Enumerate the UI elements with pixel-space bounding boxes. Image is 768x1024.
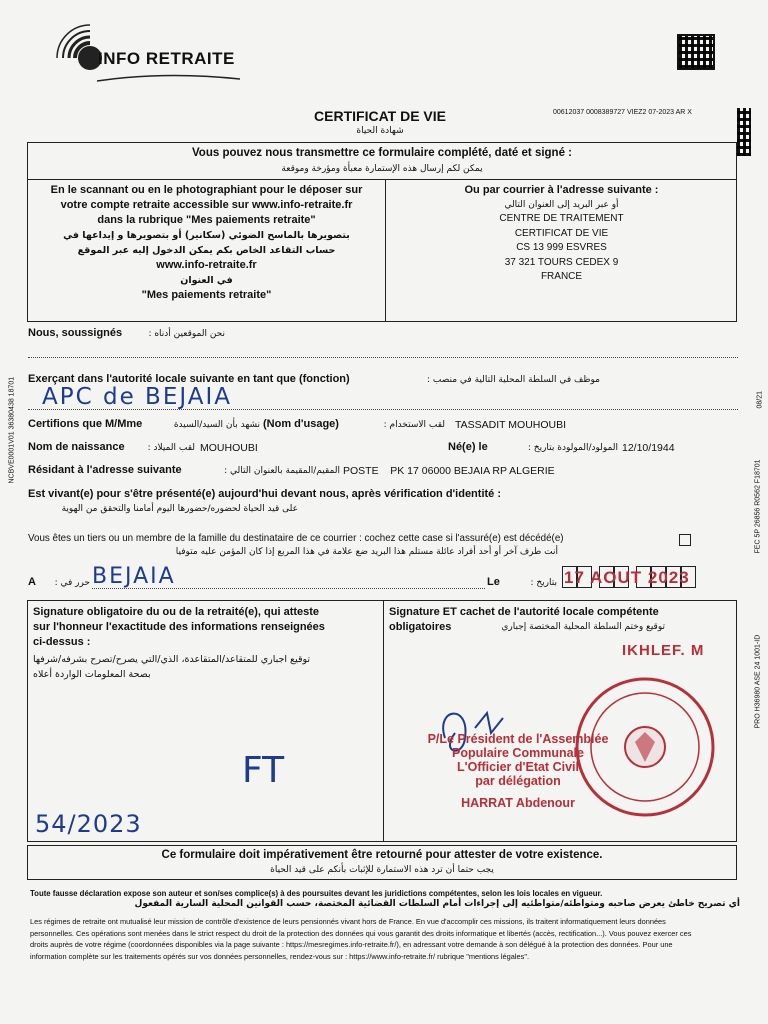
sig-left-line: Signature obligatoire du ou de la retraité(e), qui atteste <box>33 606 320 618</box>
le-label-ar: بتاريخ : <box>530 578 557 588</box>
page-title-ar: شهادة الحياة <box>356 126 404 136</box>
sig-left-line-ar: بصحة المعلومات الواردة أعلاه <box>33 669 151 680</box>
fonction-line <box>28 409 738 410</box>
return-text: Ce formulaire doit impérativement être retourné pour attester de votre existence. <box>161 849 603 861</box>
tiers-label-ar: أنت طرف آخر أو أحد أفراد عائلة مستلم هذا البريد ضع علامة في هذا المربع إذا كان المؤمن عليه متوفيا <box>175 547 558 557</box>
address-line: CERTIFICAT DE VIE <box>514 227 609 239</box>
soussignes-label: Nous, soussignés <box>28 327 123 339</box>
qr-code-side-icon <box>737 108 751 156</box>
intro-text-ar: يمكن لكم إرسال هذه الإستمارة معبأة ومؤرخة وموقعة <box>281 164 483 174</box>
a-handwritten: BEJAIA <box>92 564 176 589</box>
left-col-rubrique: "Mes paiements retraite" <box>141 289 272 301</box>
ne-value: 12/10/1944 <box>622 442 675 454</box>
logo-text: INFO RETRAITE <box>98 49 235 68</box>
stamp-name: IKHLEF. M <box>622 642 705 659</box>
return-text-ar: يجب حتما أن ترد هذه الاستمارة للإثبات بأنكم على قيد الحياة <box>270 865 494 875</box>
stamp-line: par délégation <box>475 774 561 788</box>
divider <box>383 600 384 842</box>
stamp-line: P/Le Président de l'Assemblée <box>427 732 609 746</box>
privacy-line: personnelles. Ces opérations sont menées dans le strict respect du droit de la protection des données qui vous garantit des droits informatique et libertés (accès, rectification...). Vous pouvez exercer ces <box>30 928 692 938</box>
address-line: 37 321 TOURS CEDEX 9 <box>504 256 619 268</box>
privacy-line: Les régimes de retraite ont mutualisé leur mission de contrôle d'existence de leurs pensionnés vivant hors de France. En vue d'accomplir ces missions, ils traitent informatiquement leurs données <box>30 917 666 926</box>
sig-left-line-ar: توقيع اجباري للمتقاعد/المتقاعدة، الذي/التي يصرح/تصرح بشرفه/شرفها <box>33 654 311 665</box>
left-col-line-ar: حساب التقاعد الخاص بكم يمكن الدخول إليه عبر الموقع <box>77 245 336 256</box>
qr-code-icon <box>677 34 715 70</box>
sig-right-line: Signature ET cachet de l'autorité locale compétente <box>389 606 659 618</box>
soussignes-label-ar: نحن الموقعين أدناه : <box>148 329 225 339</box>
sig-left-ar <box>33 652 378 682</box>
address-line: CENTRE DE TRAITEMENT <box>499 213 624 224</box>
right-col-title-ar: أو عبر البريد إلى العنوان التالي <box>504 199 619 210</box>
left-col <box>28 183 385 303</box>
certifions-label-ar: نشهد بأن السيد/السيدة <box>173 420 260 430</box>
intro-text: Vous pouvez nous transmettre ce formulaire complété, daté et signé : <box>191 147 573 159</box>
side-code-right-bottom: PRO H36980 ASE 24 1001-ID <box>754 634 762 729</box>
certifions-label: Certifions que M/Mme <box>28 418 143 430</box>
deceased-checkbox[interactable] <box>679 534 691 546</box>
sig-left-line: sur l'honneur l'exactitude des informations renseignées <box>33 621 325 633</box>
residant-label-ar: المقيم/المقيمة بالعنوان التالي : <box>224 466 340 476</box>
fonction-label: Exerçant dans l'autorité locale suivante en tant que (fonction) <box>28 373 350 385</box>
nom-usage-label: (Nom d'usage) <box>263 418 339 430</box>
logo-swoosh-icon <box>95 69 245 89</box>
legal-warning: Toute fausse déclaration expose son auteur et son/ses complice(s) à des poursuites devant les juridictions compétentes, selon les lois locales en vigueur. <box>30 889 603 898</box>
side-code-right-small: 08/21 <box>756 390 764 409</box>
naissance-label-ar: لقب الميلاد : <box>147 443 195 453</box>
le-label: Le <box>487 576 500 588</box>
fonction-label-ar: موظف في السلطة المحلية التالية في منصب : <box>426 375 600 385</box>
left-col-line: En le scannant ou en le photographiant pour le déposer sur <box>50 184 363 196</box>
a-label-ar: حرر في : <box>54 578 90 588</box>
left-col-line: dans la rubrique "Mes paiements retraite" <box>97 214 316 226</box>
ne-label: Né(e) le <box>448 441 488 453</box>
page-title: CERTIFICAT DE VIE <box>314 108 446 124</box>
side-code-left: NCBVE0001V01 36380438 18701 <box>8 376 16 484</box>
reference-code: 00612037 0008389727 VIEZ2 07-2023 AR X <box>553 109 692 116</box>
handwritten-number: 54/2023 <box>35 810 142 838</box>
address-line: FRANCE <box>540 271 583 282</box>
vivant-label-ar: على قيد الحياة لحضوره/حضورها اليوم أمامنا والتحقق من الهوية <box>61 504 298 514</box>
left-col-line-ar: بتصويرها بالماسح الضوئي (سكانير) أو بتصويرها و إيداعها في <box>63 230 350 241</box>
stamp-line: HARRAT Abdenour <box>461 796 575 810</box>
sig-left-title <box>33 605 383 650</box>
residant-label: Résidant à l'adresse suivante <box>28 464 182 476</box>
sig-left-line: ci-dessus : <box>33 636 91 648</box>
left-col-line: votre compte retraite accessible sur www.info-retraite.fr <box>60 199 353 211</box>
nom-usage-label-ar: لقب الاستخدام : <box>383 420 445 430</box>
a-label: A <box>28 576 36 588</box>
privacy-line: information complète sur les traitements opérés sur vos données personnelles, rendez-vous sur : https://www.info-retraite.fr/ rubrique "mentions légales". <box>30 951 530 961</box>
logo <box>55 14 255 94</box>
stamp-line: L'Officier d'Etat Civil <box>457 760 579 774</box>
right-col-title: Ou par courrier à l'adresse suivante : <box>464 184 659 196</box>
nom-usage-value: TASSADIT MOUHOUBI <box>455 419 567 431</box>
ne-label-ar: المولود/المولودة بتاريخ : <box>527 443 618 453</box>
soussignes-line <box>28 357 738 358</box>
stamp-text <box>418 732 618 810</box>
divider <box>27 179 737 180</box>
retiree-signature: FT <box>242 750 285 791</box>
right-col <box>386 183 737 285</box>
privacy-notice <box>30 916 742 962</box>
residant-value: POSTE PK 17 06000 BEJAIA RP ALGERIE <box>343 465 555 477</box>
date-stamp: 17 AOUT 2023 <box>564 568 690 587</box>
naissance-value: MOUHOUBI <box>200 442 258 454</box>
fonction-handwritten: APC de BEJAIA <box>42 384 232 410</box>
stamp-line: Populaire Communale <box>452 746 584 760</box>
vivant-label: Est vivant(e) pour s'être présenté(e) aujourd'hui devant nous, après vérification d'identité : <box>28 488 501 500</box>
side-code-right-top: FEC 5P 26856 R0562 F18701 <box>754 459 762 554</box>
left-col-url: www.info-retraite.fr <box>156 259 257 271</box>
legal-warning-ar: أي تصريح خاطئ يعرض صاحبه ومتواطئه/متواطئيه إلى إجراءات أمام السلطات القضائية المختصة، حسب القوانين المحلية السارية المفعول <box>134 899 740 909</box>
tiers-label: Vous êtes un tiers ou un membre de la famille du destinataire de ce courrier : cochez cette case si l'assuré(e) est décédé(e) <box>28 533 564 544</box>
naissance-label: Nom de naissance <box>28 441 125 453</box>
address-line: CS 13 999 ESVRES <box>516 242 607 253</box>
sig-right-ar: توقيع وختم السلطة المحلية المختصة إجباري <box>501 622 665 632</box>
left-col-line-ar: في العنوان <box>180 275 233 286</box>
sig-right-line: obligatoires <box>389 621 452 633</box>
privacy-line: droits auprès de votre régime (coordonnées disponibles via la page suivante : https://mesregimes.info-retraite.fr/), en adressant votre demande à son délégué à la protection des données. Pour une <box>30 940 673 949</box>
a-line <box>92 588 485 589</box>
